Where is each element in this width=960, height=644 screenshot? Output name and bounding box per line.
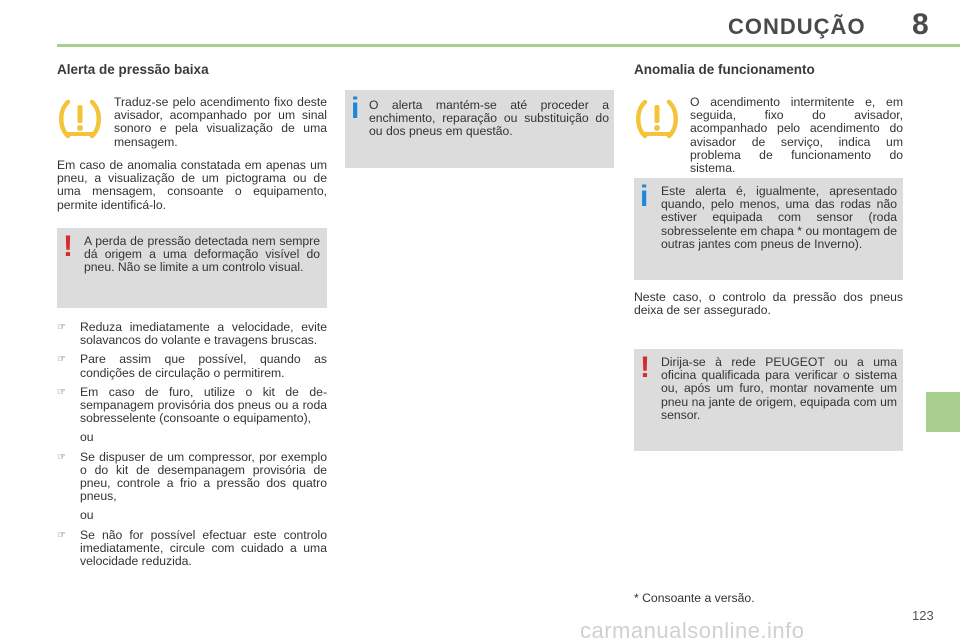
- low-pressure-icon-intro: Traduz-se pelo acendimento fixo deste avisador, acompanhado por um sinal sonoro e pela visualização de uma mensagem.: [114, 95, 327, 149]
- or-separator: ou: [80, 508, 94, 523]
- pointing-hand-icon: ☞: [57, 451, 66, 463]
- footnote: * Consoante a versão.: [634, 591, 755, 605]
- list-item: ☞ Pare assim que possível, quando as condições de circulação o permitirem.: [57, 352, 327, 380]
- warning-box-text: A perda de pressão detectada nem sempre dá origem a uma deformação visível do pneu. Não se limite a um controlo visual.: [84, 234, 320, 275]
- header-rule: [57, 44, 960, 47]
- page-number: 123: [912, 608, 934, 623]
- info-icon: i: [351, 92, 360, 125]
- watermark: carmanualsonline.info: [580, 618, 805, 643]
- chapter-title: CONDUÇÃO: [728, 14, 866, 39]
- action-bullet-list: [57, 321, 327, 574]
- list-item: ☞ Reduza imediatamente a velocidade, evite solavancos do volante e travagens bruscas.: [57, 320, 327, 348]
- chapter-number: 8: [912, 8, 929, 41]
- malfunction-body: Neste caso, o controlo da pressão dos pneus deixa de ser assegurado.: [634, 290, 903, 318]
- pointing-hand-icon: ☞: [57, 322, 66, 333]
- info-box-text: O alerta mantém-se até proceder a enchimento, reparação ou substituição do ou dos pneus em questão.: [369, 98, 609, 139]
- info-box-alert-persists: [345, 90, 614, 168]
- warning-box-peugeot-network: [634, 349, 903, 451]
- info-icon: i: [640, 180, 649, 213]
- malfunction-icon-intro: O acendimento intermitente e, em seguida, fixo do avisador, acompanhado pelo acendimento do avisador de serviço, indica um problema de funcionamento do sistema.: [690, 95, 903, 176]
- warning-box-text: Dirija-se à rede PEUGEOT ou a uma oficina qualificada para verificar o sistema ou, após um furo, montar novamente um pneu na jante de origem, equipada com um sensor.: [661, 355, 897, 422]
- exclamation-icon: !: [640, 351, 650, 384]
- low-pressure-body: Em caso de anomalia constatada em apenas um pneu, a visualização de um pictograma ou de uma mensagem, consoante o equipamento, permite identificá-lo.: [57, 158, 327, 212]
- chapter-side-tab: [926, 392, 960, 432]
- list-item: ☞ Se dispuser de um compressor, por exemplo o do kit de desempanagem provisória de pneu, controle a frio a pressão dos quatro pneus,: [57, 449, 327, 504]
- exclamation-icon: !: [63, 230, 73, 263]
- list-item: ☞ Se não for possível efectuar este controlo imediatamente, circule com cuidado a uma velocidade reduzida.: [57, 527, 327, 569]
- pointing-hand-icon: ☞: [57, 386, 66, 398]
- info-box-no-sensor: [634, 178, 903, 280]
- or-separator: ou: [80, 430, 94, 445]
- section-heading-malfunction: Anomalia de funcionamento: [634, 62, 815, 77]
- pointing-hand-icon: ☞: [57, 354, 66, 366]
- tyre-pressure-warning-icon: [634, 96, 680, 142]
- list-item: ☞ Em caso de furo, utilize o kit de desempanagem provisória dos pneus ou a roda sobresselente (consoante o equipamento),: [57, 384, 327, 426]
- tyre-pressure-warning-icon: [57, 96, 103, 142]
- pointing-hand-icon: ☞: [57, 529, 66, 541]
- info-box-text: Este alerta é, igualmente, apresentado quando, pelo menos, uma das rodas não estiver equipada com sensor (roda sobresselente em chapa * ou montagem de outras jantes com pneus de Inverno).: [661, 184, 897, 251]
- warning-box-visual-control: [57, 228, 327, 308]
- section-heading-low-pressure: Alerta de pressão baixa: [57, 62, 209, 77]
